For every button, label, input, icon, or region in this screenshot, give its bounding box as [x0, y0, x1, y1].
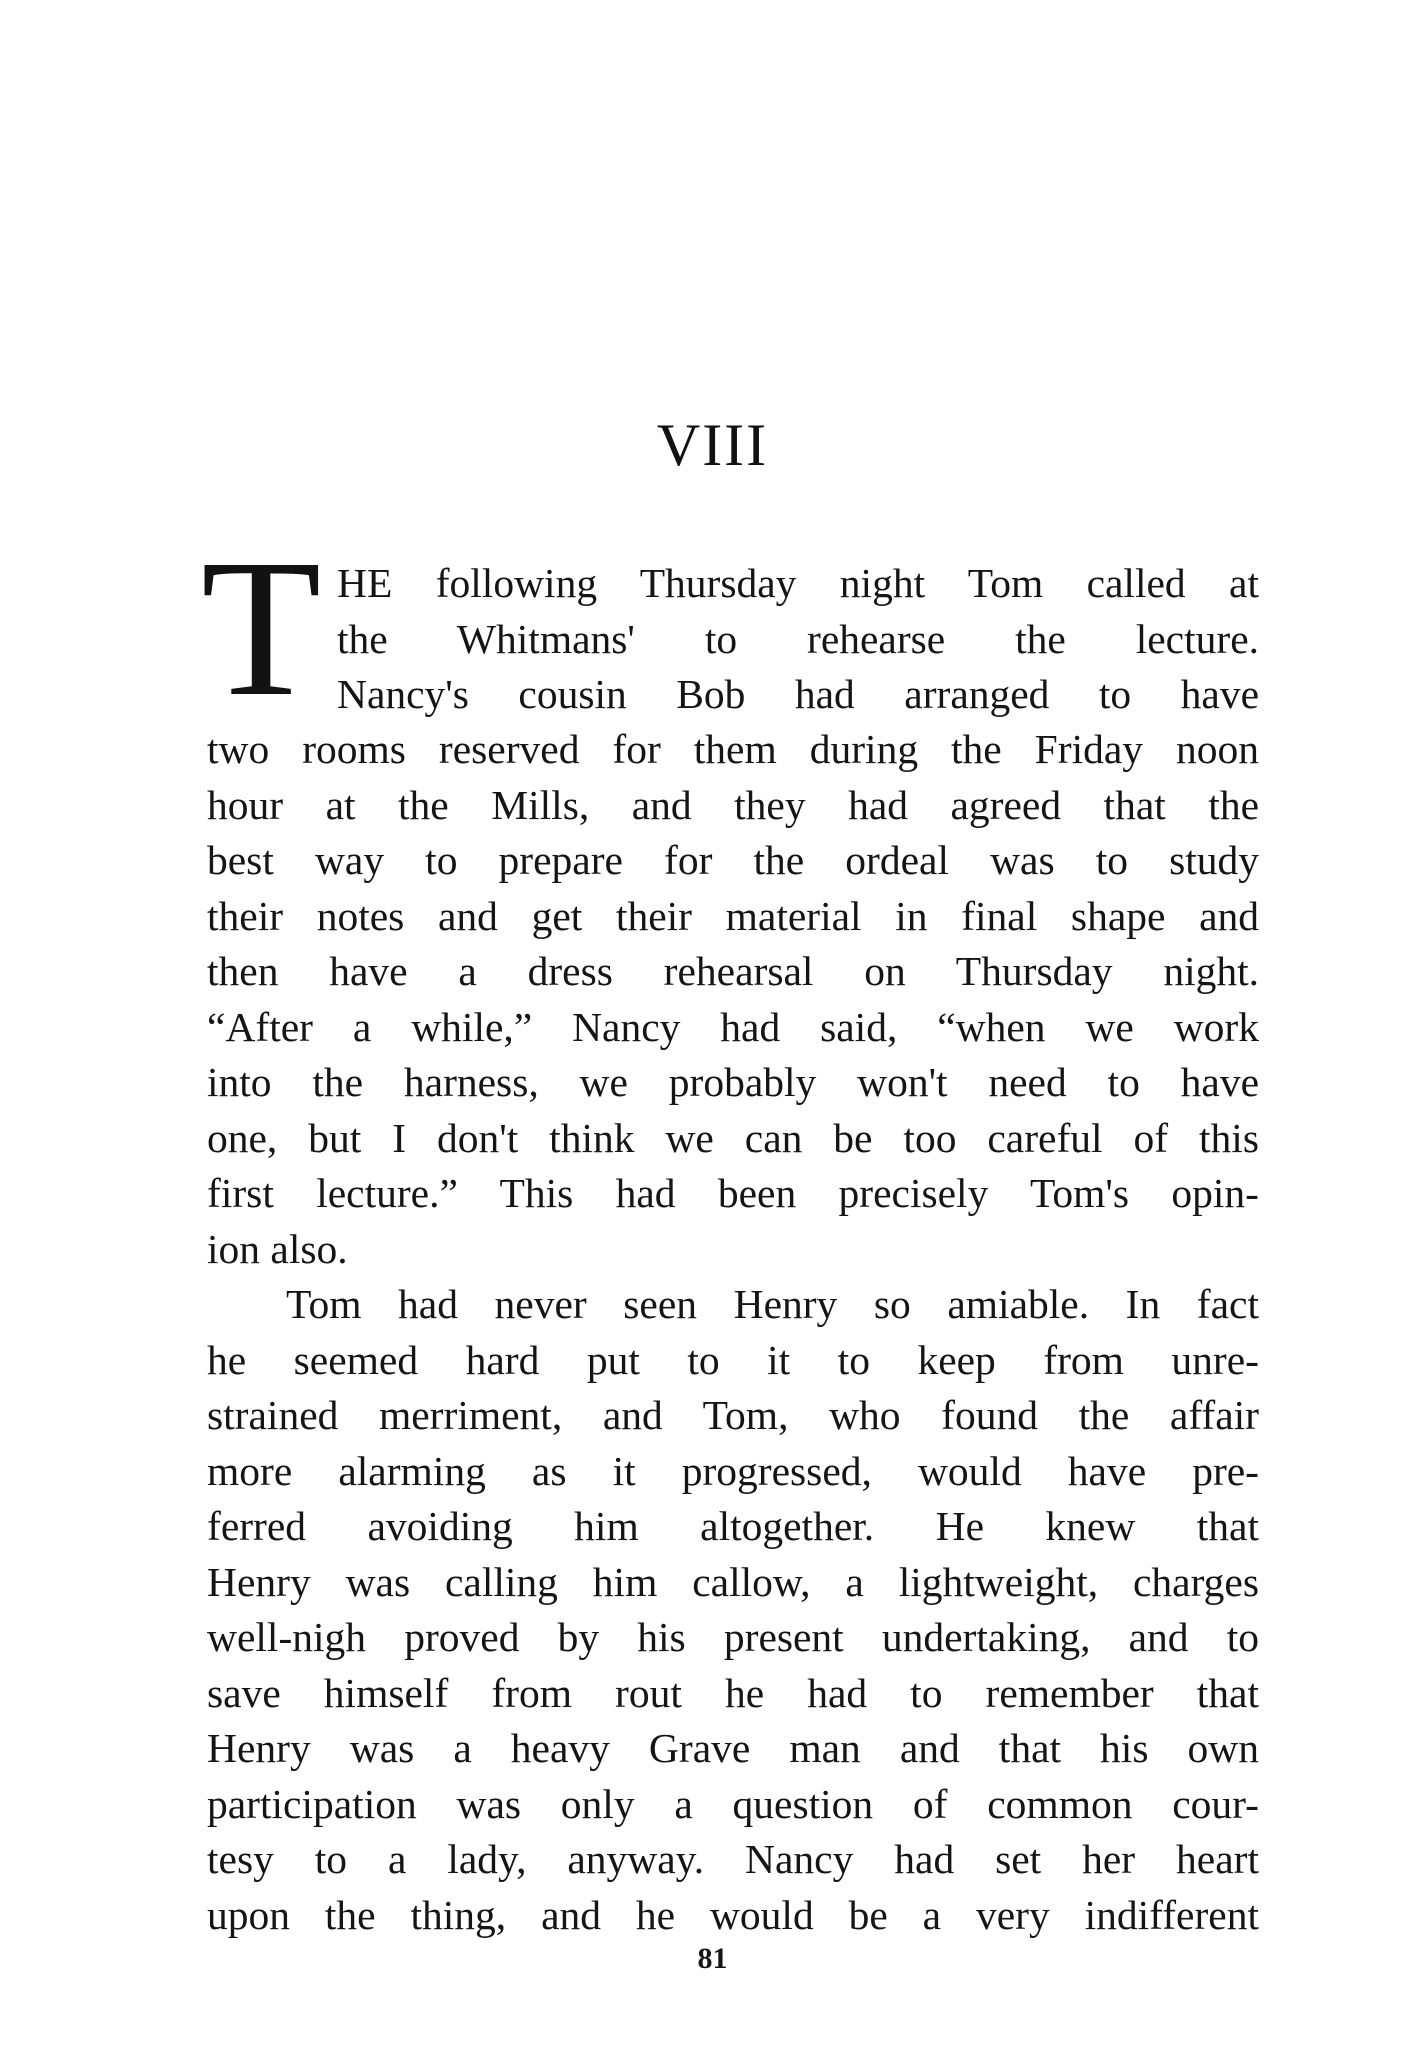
page-number: 81 [697, 1942, 728, 1975]
text-line: save himself from rout he had to remember that [207, 1669, 1259, 1716]
paragraph-1 [207, 722, 1259, 1277]
chapter-heading: VIII [656, 412, 769, 478]
text-line: the Whitmans' to rehearse the lecture. [337, 615, 1259, 662]
text-line: well-nigh proved by his present undertaking, and to [207, 1614, 1259, 1660]
text-line: upon the thing, and he would be a very indifferent [207, 1891, 1259, 1938]
text-line: “After a while,” Nancy had said, “when we work [207, 1003, 1259, 1050]
opening-lines [337, 556, 1259, 723]
text-line: HE following Thursday night Tom called at [337, 560, 1259, 606]
drop-cap: T [201, 518, 322, 737]
text-line: first lecture.” This had been precisely Tom's opin- [207, 1170, 1259, 1216]
text-line: Tom had never seen Henry so amiable. In fact [286, 1281, 1259, 1327]
text-line: one, but I don't think we can be too careful of this [207, 1114, 1259, 1161]
text-line: strained merriment, and Tom, who found the affair [207, 1392, 1259, 1438]
text-line: their notes and get their material in final shape and [207, 892, 1259, 939]
text-line: into the harness, we probably won't need to have [207, 1059, 1259, 1105]
text-line: hour at the Mills, and they had agreed that the [207, 781, 1259, 828]
text-line: he seemed hard put to it to keep from unre- [207, 1336, 1259, 1383]
paragraph-2 [207, 1277, 1259, 1943]
text-line: Henry was a heavy Grave man and that his own [207, 1725, 1259, 1771]
text-line: Henry was calling him callow, a lightweight, charges [207, 1558, 1259, 1605]
text-line: best way to prepare for the ordeal was to study [207, 837, 1259, 883]
text-line: Nancy's cousin Bob had arranged to have [337, 671, 1259, 717]
text-line: two rooms reserved for them during the Friday noon [207, 726, 1259, 772]
text-line: ion also. [207, 1225, 348, 1272]
text-line: participation was only a question of common cour- [207, 1780, 1259, 1827]
text-line: then have a dress rehearsal on Thursday night. [207, 948, 1259, 994]
text-line: ferred avoiding him altogether. He knew that [207, 1503, 1259, 1549]
text-line: tesy to a lady, anyway. Nancy had set her heart [207, 1836, 1259, 1882]
text-line: more alarming as it progressed, would have pre- [207, 1447, 1259, 1494]
